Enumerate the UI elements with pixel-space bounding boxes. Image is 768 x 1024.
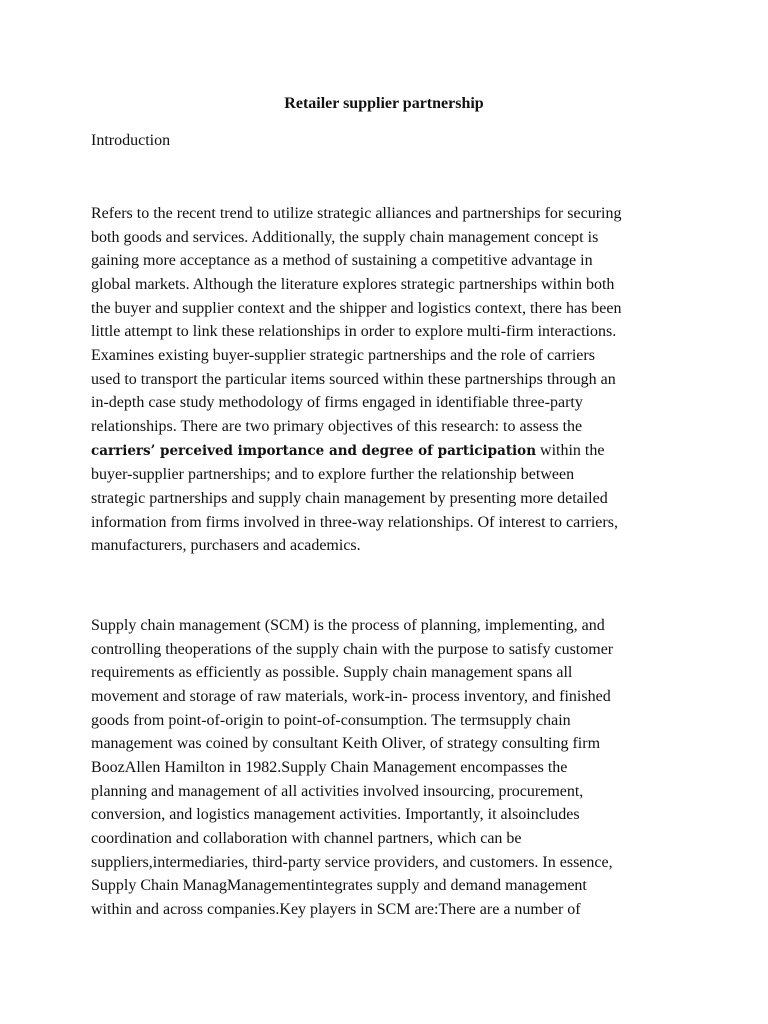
text-line: Refers to the recent trend to utilize strategic alliances and partnerships for securing <box>91 205 622 222</box>
document-title: Retailer supplier partnership <box>284 95 484 112</box>
text-line: planning and management of all activities involved insourcing, procurement, <box>91 782 584 800</box>
text-line: controlling theoperations of the supply chain with the purpose to satisfy customer <box>91 640 614 658</box>
emphasis-line-tail: within the <box>536 441 605 459</box>
text-line-emphasis <box>91 439 691 464</box>
text-line: within and across companies.Key players in SCM are:There are a number of <box>91 900 581 918</box>
text-line: used to transport the particular items sourced within these partnerships through an <box>91 370 616 388</box>
section-heading-introduction: Introduction <box>91 132 171 149</box>
text-line: gaining more acceptance as a method of sustaining a competitive advantage in <box>91 252 593 270</box>
text-line: strategic partnerships and supply chain management by presenting more detailed <box>91 489 608 507</box>
paragraph-scm <box>91 614 691 922</box>
text-line: movement and storage of raw materials, work-in- process inventory, and finished <box>91 687 611 705</box>
text-line: Examines existing buyer-supplier strategic partnerships and the role of carriers <box>91 346 595 364</box>
text-line: Supply Chain ManagManagementintegrates supply and demand management <box>91 877 587 895</box>
text-line: global markets. Although the literature explores strategic partnerships within both <box>91 275 615 293</box>
emphasized-phrase: carriers’ perceived importance and degree of participation <box>91 442 537 459</box>
paragraph-introduction <box>91 202 691 558</box>
text-line: Supply chain management (SCM) is the process of planning, implementing, and <box>91 617 605 634</box>
text-line: BoozAllen Hamilton in 1982.Supply Chain Management encompasses the <box>91 758 568 776</box>
text-line: relationships. There are two primary objectives of this research: to assess the <box>91 417 583 435</box>
text-line: requirements as efficiently as possible. Supply chain management spans all <box>91 664 573 682</box>
text-line: management was coined by consultant Keith Oliver, of strategy consulting firm <box>91 735 601 753</box>
text-line: little attempt to link these relationships in order to explore multi-firm interactions. <box>91 323 617 341</box>
text-line: coordination and collaboration with channel partners, which can be <box>91 829 522 847</box>
text-line: the buyer and supplier context and the shipper and logistics context, there has been <box>91 299 622 317</box>
text-line: manufacturers, purchasers and academics. <box>91 537 361 555</box>
text-line: suppliers,intermediaries, third-party service providers, and customers. In essence, <box>91 853 613 871</box>
text-line: information from firms involved in three-way relationships. Of interest to carriers, <box>91 513 618 531</box>
text-line: both goods and services. Additionally, the supply chain management concept is <box>91 228 599 246</box>
text-line: buyer-supplier partnerships; and to explore further the relationship between <box>91 466 575 484</box>
text-line: goods from point-of-origin to point-of-consumption. The termsupply chain <box>91 711 571 729</box>
text-line: in-depth case study methodology of firms engaged in identifiable three-party <box>91 394 583 412</box>
text-line: conversion, and logistics management activities. Importantly, it alsoincludes <box>91 806 580 824</box>
